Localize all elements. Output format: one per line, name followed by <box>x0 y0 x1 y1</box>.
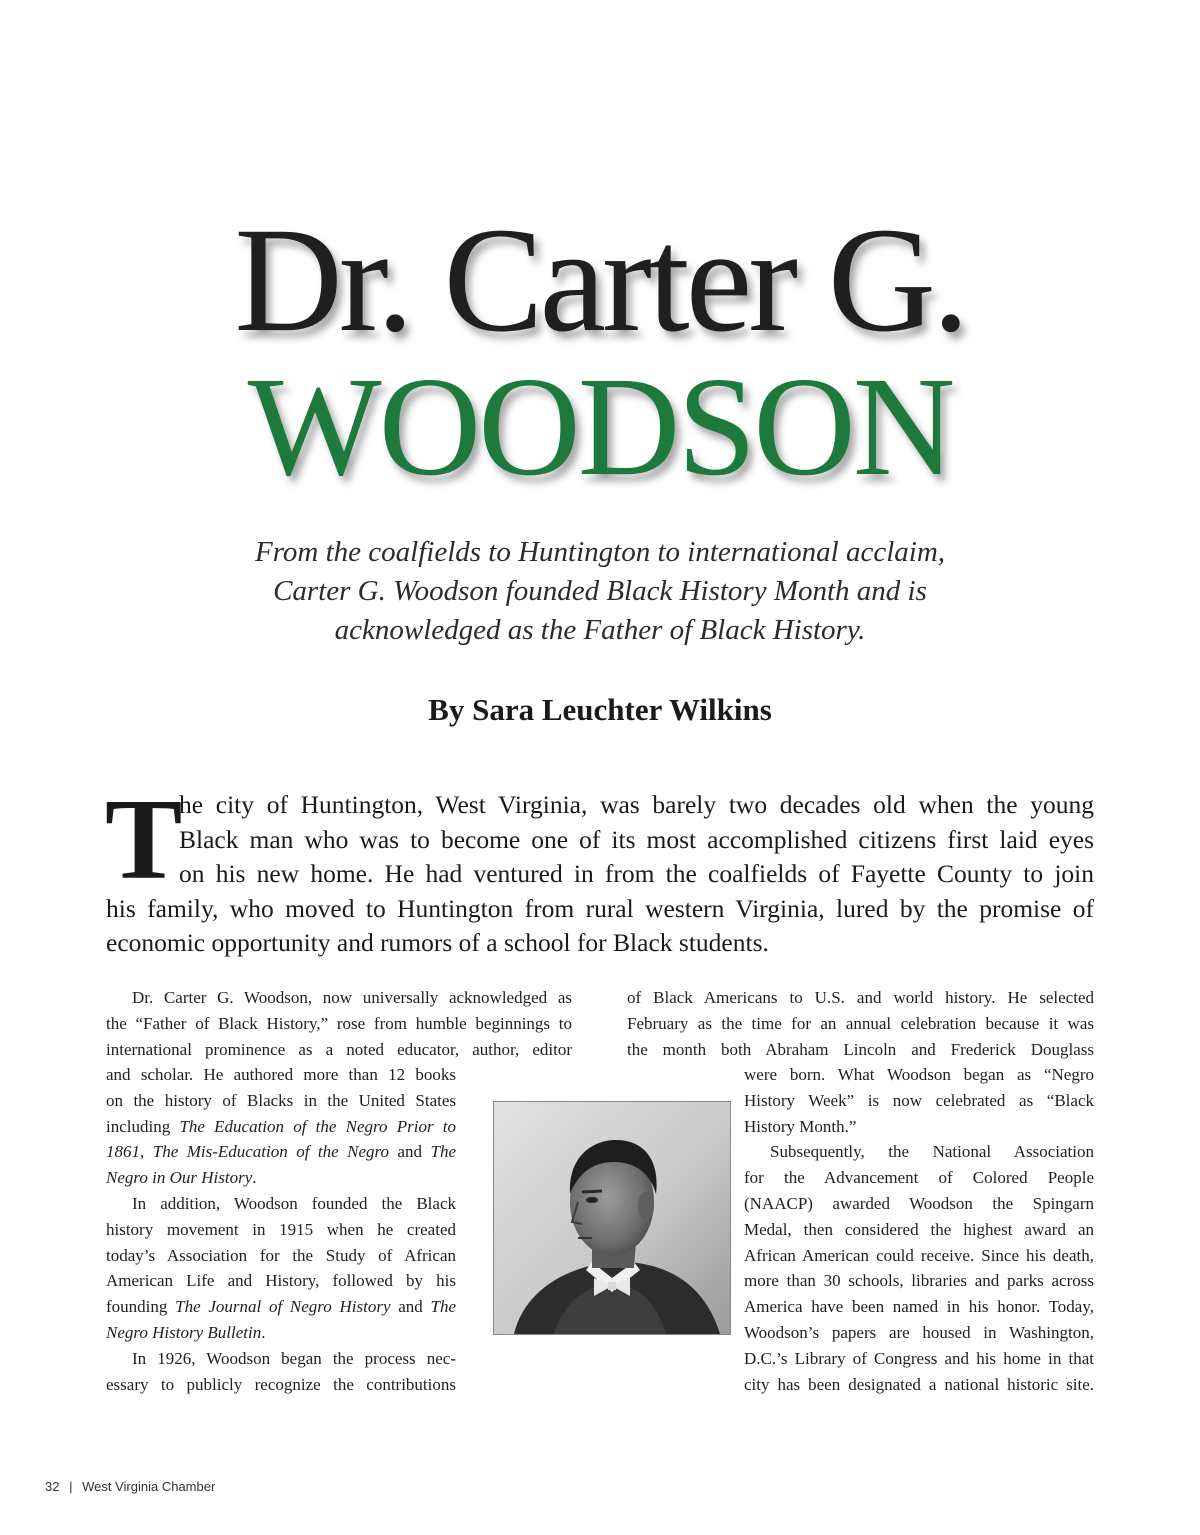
drop-cap: T <box>105 776 183 904</box>
body-line: In addition, Woodson founded the Black <box>132 1193 456 1213</box>
left-column-bottom <box>106 1062 456 1397</box>
page-footer <box>45 1479 215 1494</box>
body-line: February as the time for an annual celebration because it was <box>627 1013 1094 1033</box>
body-line: history movement in 1915 when he created <box>106 1219 456 1239</box>
left-column-top <box>106 985 572 1062</box>
body-line: America have been named in his honor. Today, <box>744 1297 1094 1317</box>
body-line <box>106 1139 456 1165</box>
body-line: (NAACP) awarded Woodson the Spingarn <box>744 1193 1094 1213</box>
body-line: Woodson’s papers are housed in Washington, <box>744 1322 1094 1342</box>
lede-line: his family, who moved to Huntington from rural western Virginia, lured by the promise of <box>106 893 1094 923</box>
body-line: D.C.’s Library of Congress and his home in that <box>744 1348 1094 1368</box>
body-line: the “Father of Black History,” rose from humble beginnings to <box>106 1013 572 1033</box>
footer-separator: | <box>69 1479 73 1494</box>
body-line: American Life and History, followed by his <box>106 1271 456 1291</box>
right-column-top <box>627 985 1094 1062</box>
subtitle-line: From the coalfields to Huntington to international acclaim, <box>254 536 946 568</box>
publication-title: The <box>430 1297 457 1317</box>
body-line: In 1926, Woodson began the process nec- <box>132 1348 456 1368</box>
body-text: including <box>106 1116 180 1136</box>
body-line: city has been designated a national historic site. <box>744 1374 1094 1394</box>
lede-paragraph <box>105 776 1094 961</box>
body-line: the month both Abraham Lincoln and Frederick Douglass <box>627 1039 1094 1059</box>
body-line <box>106 1165 456 1191</box>
body-text: . <box>252 1168 257 1188</box>
lede-line: economic opportunity and rumors of a school for Black students. <box>106 928 769 957</box>
publication-title: Negro History Bulletin <box>106 1322 262 1342</box>
body-text: and <box>389 1142 431 1162</box>
body-text: . <box>261 1322 266 1342</box>
body-line: on the history of Blacks in the United States <box>106 1090 456 1110</box>
body-text: , <box>140 1142 153 1162</box>
book-title: The Mis-Education of the Negro <box>152 1142 390 1162</box>
page-number: 32 <box>45 1479 60 1494</box>
body-line: international prominence as a noted educator, author, editor <box>106 1039 572 1059</box>
lede-line: Black man who was to become one of its most accomplished citizens first laid eyes <box>179 824 1094 854</box>
page-title-line1: Dr. Carter G. <box>234 197 966 363</box>
lede-line: he city of Huntington, West Virginia, was barely two decades old when the young <box>179 790 1094 819</box>
body-line: and scholar. He authored more than 12 books <box>106 1065 456 1084</box>
body-line <box>106 1320 456 1346</box>
body-line <box>106 1114 456 1140</box>
book-title: Negro in Our History <box>106 1168 253 1188</box>
body-line: for the Advancement of Colored People <box>744 1168 1094 1188</box>
body-line: of Black Americans to U.S. and world history. He selected <box>627 988 1094 1007</box>
book-title: The Education of the Negro Prior to <box>179 1116 456 1136</box>
body-line <box>106 1294 456 1320</box>
subtitle-line: acknowledged as the Father of Black History. <box>334 614 866 646</box>
lede-line: on his new home. He had ventured in from the coalfields of Fayette County to join <box>179 859 1094 888</box>
subtitle-line: Carter G. Woodson founded Black History Month and is <box>273 575 927 607</box>
publication-name: West Virginia Chamber <box>82 1479 216 1494</box>
body-line: essary to publicly recognize the contributions <box>106 1374 456 1394</box>
body-line: History Month.” <box>744 1116 857 1136</box>
body-line: today’s Association for the Study of African <box>106 1245 456 1265</box>
body-line: Dr. Carter G. Woodson, now universally acknowledged as <box>132 988 572 1007</box>
body-line: more than 30 schools, libraries and parks across <box>744 1271 1094 1291</box>
publication-title: The Journal of Negro History <box>175 1297 391 1317</box>
page-title-line2: WOODSON <box>247 347 953 505</box>
body-line: African American could receive. Since his death, <box>744 1245 1094 1265</box>
body-text: founding <box>106 1297 176 1317</box>
byline: By Sara Leuchter Wilkins <box>428 692 772 727</box>
book-title: The <box>430 1142 457 1162</box>
subtitle <box>200 533 1000 650</box>
body-line: Subsequently, the National Association <box>770 1142 1094 1162</box>
portrait-photo <box>493 1101 731 1335</box>
right-column-bottom <box>744 1062 1094 1397</box>
book-title: 1861 <box>106 1142 140 1162</box>
body-line: were born. What Woodson began as “Negro <box>744 1065 1094 1084</box>
body-line: History Week” is now celebrated as “Black <box>744 1090 1094 1110</box>
body-line: Medal, then considered the highest award an <box>744 1219 1094 1239</box>
body-text: and <box>390 1297 431 1317</box>
